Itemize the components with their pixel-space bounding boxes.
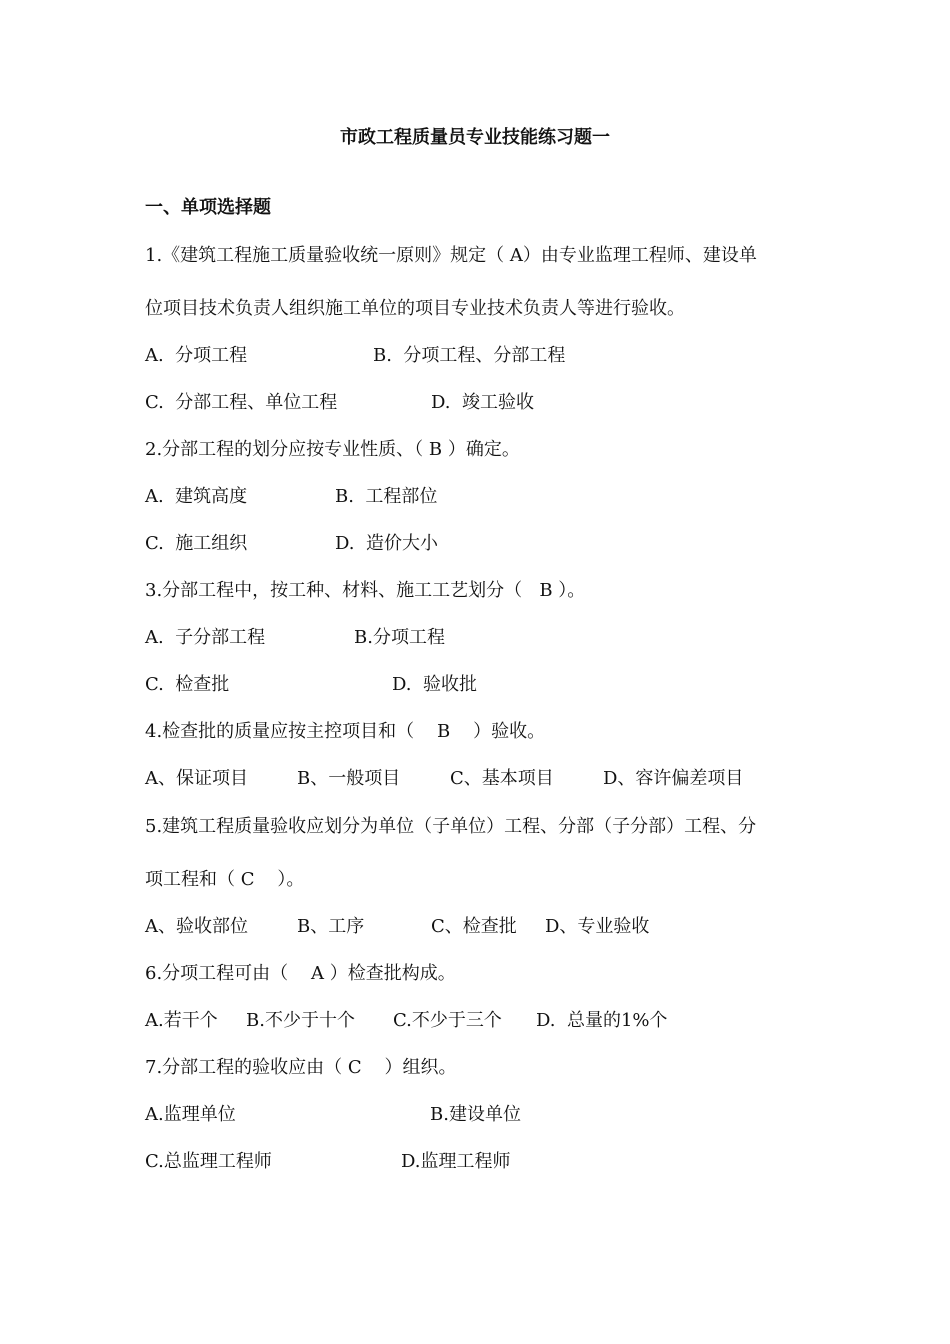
question-text-line: 6.分项工程可由（ A ）检查批构成。: [145, 963, 456, 984]
option-b: B.建设单位: [430, 1104, 521, 1125]
option-a: A.若干个: [145, 1010, 218, 1031]
question-text-line: 3.分部工程中，按工种、材料、施工工艺划分（ B ）。: [145, 580, 586, 601]
option-a: A. 分项工程: [145, 345, 248, 366]
option-c: C. 施工组织: [145, 533, 248, 554]
option-d: D、容许偏差项目: [603, 768, 744, 789]
option-b: B、工序: [297, 916, 365, 937]
option-b: B、一般项目: [297, 768, 401, 789]
option-b: B. 分项工程、分部工程: [373, 345, 566, 366]
option-a: A. 建筑高度: [145, 486, 248, 507]
option-c: C. 检查批: [145, 674, 230, 695]
question-text-line: 4.检查批的质量应按主控项目和（ B ）验收。: [145, 721, 546, 742]
option-c: C.不少于三个: [393, 1010, 502, 1031]
option-a: A.监理单位: [145, 1104, 236, 1125]
option-a: A、验收部位: [145, 916, 248, 937]
question-text-line: 2.分部工程的划分应按专业性质、（ B ）确定。: [145, 439, 520, 460]
option-d: D.监理工程师: [401, 1151, 511, 1172]
option-c: C、基本项目: [450, 768, 554, 789]
option-d: D. 造价大小: [335, 533, 438, 554]
option-d: D. 总量的1%个: [536, 1010, 668, 1031]
section-heading: 一、单项选择题: [145, 197, 271, 218]
question-text-line: 5.建筑工程质量验收应划分为单位（子单位）工程、分部（子分部）工程、分: [145, 816, 757, 837]
question-text-line: 1.《建筑工程施工质量验收统一原则》规定（ A）由专业监理工程师、建设单: [145, 245, 757, 266]
option-b: B.不少于十个: [246, 1010, 355, 1031]
option-c: C、检查批: [431, 916, 517, 937]
document-title: 市政工程质量员专业技能练习题一: [340, 127, 610, 148]
option-c: C. 分部工程、单位工程: [145, 392, 338, 413]
question-text-line: 项工程和（ C ）。: [145, 869, 305, 890]
option-a: A. 子分部工程: [145, 627, 266, 648]
question-text-line: 7.分部工程的验收应由（ C ）组织。: [145, 1057, 457, 1078]
option-d: D. 验收批: [392, 674, 477, 695]
option-d: D. 竣工验收: [431, 392, 534, 413]
option-a: A、保证项目: [145, 768, 248, 789]
option-b: B.分项工程: [354, 627, 445, 648]
option-b: B. 工程部位: [335, 486, 438, 507]
option-c: C.总监理工程师: [145, 1151, 272, 1172]
question-text-line: 位项目技术负责人组织施工单位的项目专业技术负责人等进行验收。: [145, 298, 685, 319]
option-d: D、专业验收: [545, 916, 650, 937]
